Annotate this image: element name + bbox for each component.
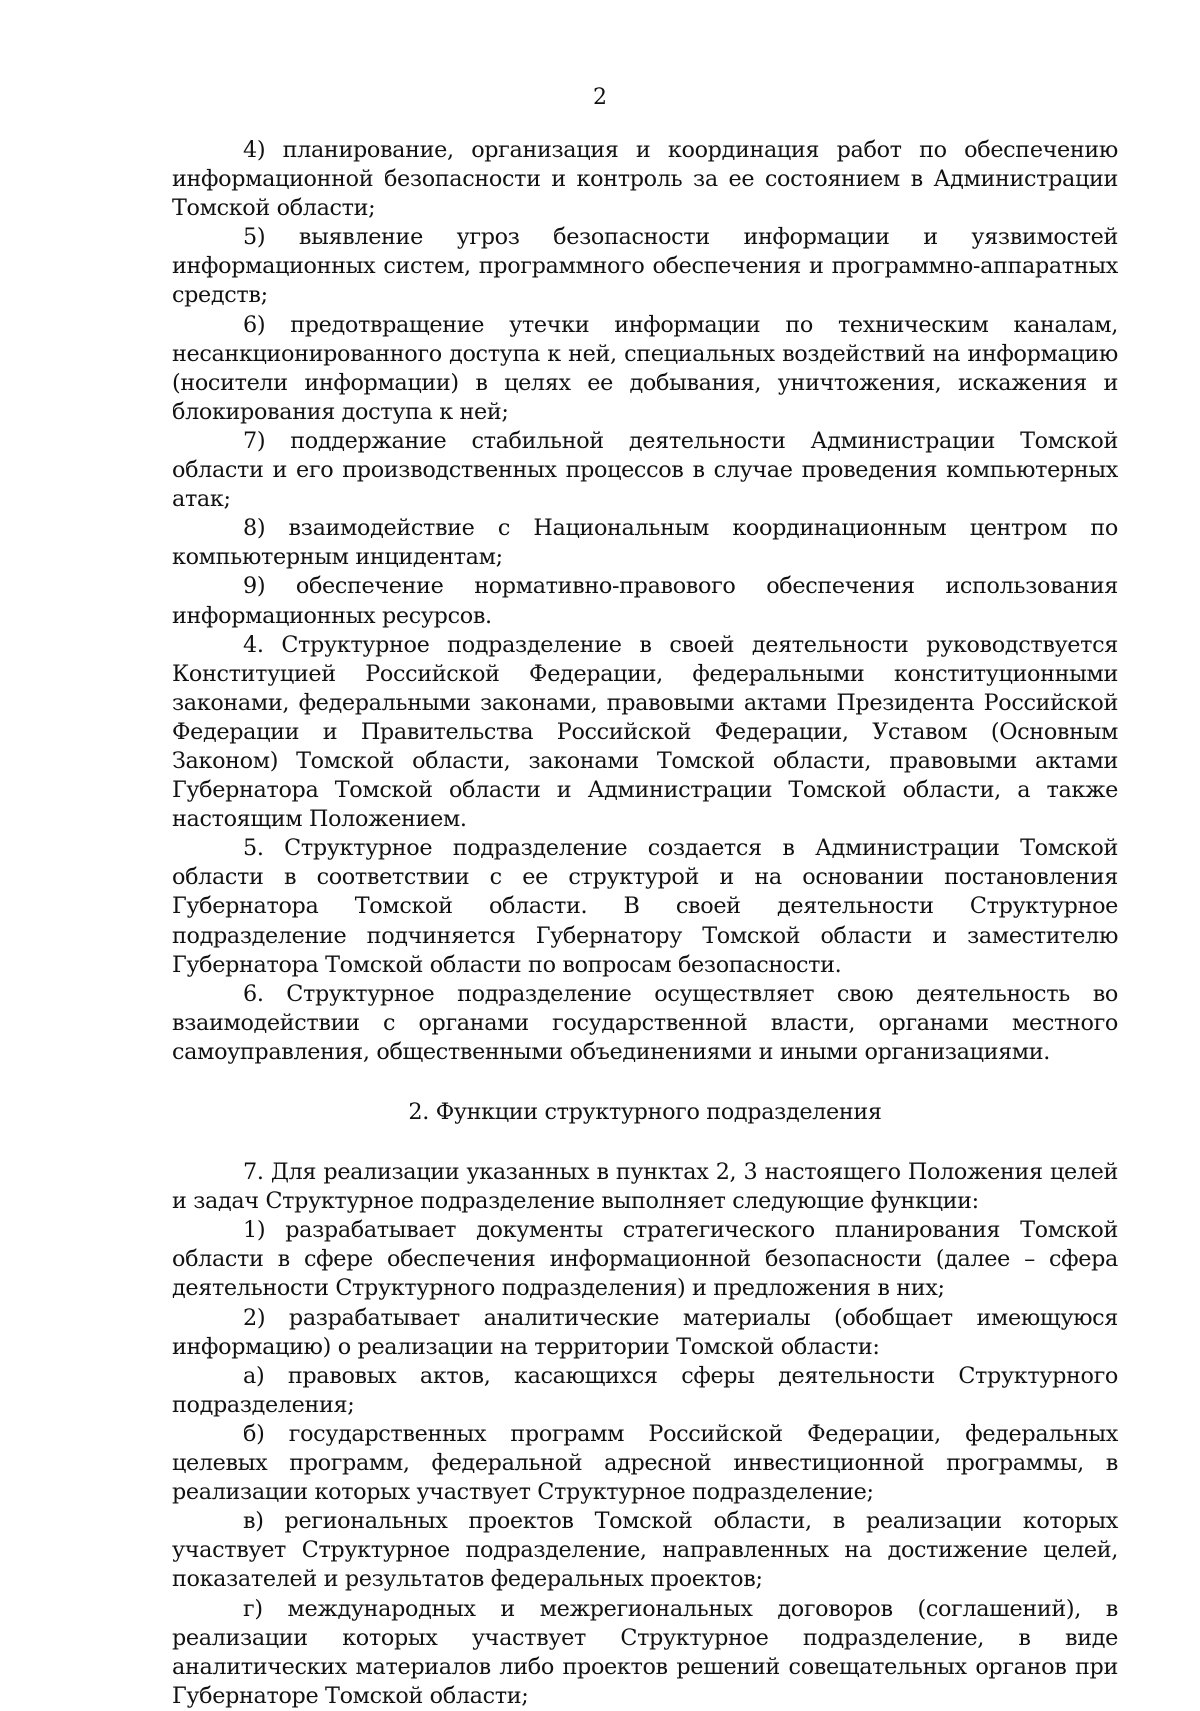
- paragraph-item-9-regulatory: 9) обеспечение нормативно-правового обеспечения использования информационных ресурсов.: [172, 573, 1118, 629]
- paragraph-subitem-a: а) правовых актов, касающихся сферы деятельности Структурного подразделения;: [172, 1362, 1118, 1418]
- section-heading: 2. Функции структурного подразделения: [408, 1099, 882, 1125]
- paragraph-item-8-interaction: 8) взаимодействие с Национальным координационным центром по компьютерным инцидентам;: [172, 515, 1118, 571]
- paragraph-item-7-stability: 7) поддержание стабильной деятельности Администрации Томской области и его производственных процессов в случае проведения компьютерных атак;: [172, 427, 1118, 513]
- paragraph-subitem-v: в) региональных проектов Томской области, в реализации которых участвует Структурное подразделение, направленных на достижение целей, показателей и результатов федеральных проектов;: [172, 1508, 1118, 1593]
- page-number: 2: [593, 85, 607, 110]
- paragraph-item-5-threats: 5) выявление угроз безопасности информации и уязвимостей информационных систем, программного обеспечения и программно-аппаратных средств;: [172, 224, 1118, 309]
- paragraph-item-6-leak-prevention: 6) предотвращение утечки информации по техническим каналам, несанкционированного доступа к ней, специальных воздействий на информацию (носители информации) в целях ее добывания, уничтожения, искажения и блокирования доступа к ней;: [172, 311, 1118, 425]
- paragraph-item-4-planning: 4) планирование, организация и координация работ по обеспечению информационной безопасности и контроль за ее состоянием в Администрации Томской области;: [172, 137, 1118, 222]
- paragraph-subitem-g: г) международных и межрегиональных договоров (соглашений), в реализации которых участвует Структурное подразделение, в виде аналитических материалов либо проектов решений совещательных органов при Губернаторе Томской области;: [172, 1595, 1118, 1709]
- paragraph-subitem-b: б) государственных программ Российской Федерации, федеральных целевых программ, федеральной адресной инвестиционной программы, в реализации которых участвует Структурное подразделение;: [172, 1420, 1118, 1506]
- paragraph-clause-4: 4. Структурное подразделение в своей деятельности руководствуется Конституцией Российской Федерации, федеральными конституционными законами, федеральными законами, правовыми актами Президента Российской Федерации и Правительства Российской Федерации, Уставом (Основным Законом) Томской области, законами Томской области, правовыми актами Губернатора Томской области и Администрации Томской области, а также настоящим Положением.: [172, 631, 1118, 833]
- paragraph-function-1: 1) разрабатывает документы стратегического планирования Томской области в сфере обеспечения информационной безопасности (далее – сфера деятельности Структурного подразделения) и предложения в них;: [172, 1217, 1118, 1302]
- paragraph-clause-6: 6. Структурное подразделение осуществляет свою деятельность во взаимодействии с органами государственной власти, органами местного самоуправления, общественными объединениями и иными организациями.: [172, 980, 1118, 1065]
- document-body: [172, 136, 1118, 1711]
- section-heading-wrapper: [172, 1067, 1118, 1158]
- paragraph-function-2: 2) разрабатывает аналитические материалы (обобщает имеющуюся информацию) о реализации на территории Томской области:: [172, 1304, 1118, 1360]
- paragraph-clause-5: 5. Структурное подразделение создается в Администрации Томской области в соответствии с ее структурой и на основании постановления Губернатора Томской области. В своей деятельности Структурное подразделение подчиняется Губернатору Томской области и заместителю Губернатора Томской области по вопросам безопасности.: [172, 835, 1118, 978]
- paragraph-clause-7: 7. Для реализации указанных в пунктах 2, 3 настоящего Положения целей и задач Структурное подразделение выполняет следующие функции:: [172, 1159, 1118, 1215]
